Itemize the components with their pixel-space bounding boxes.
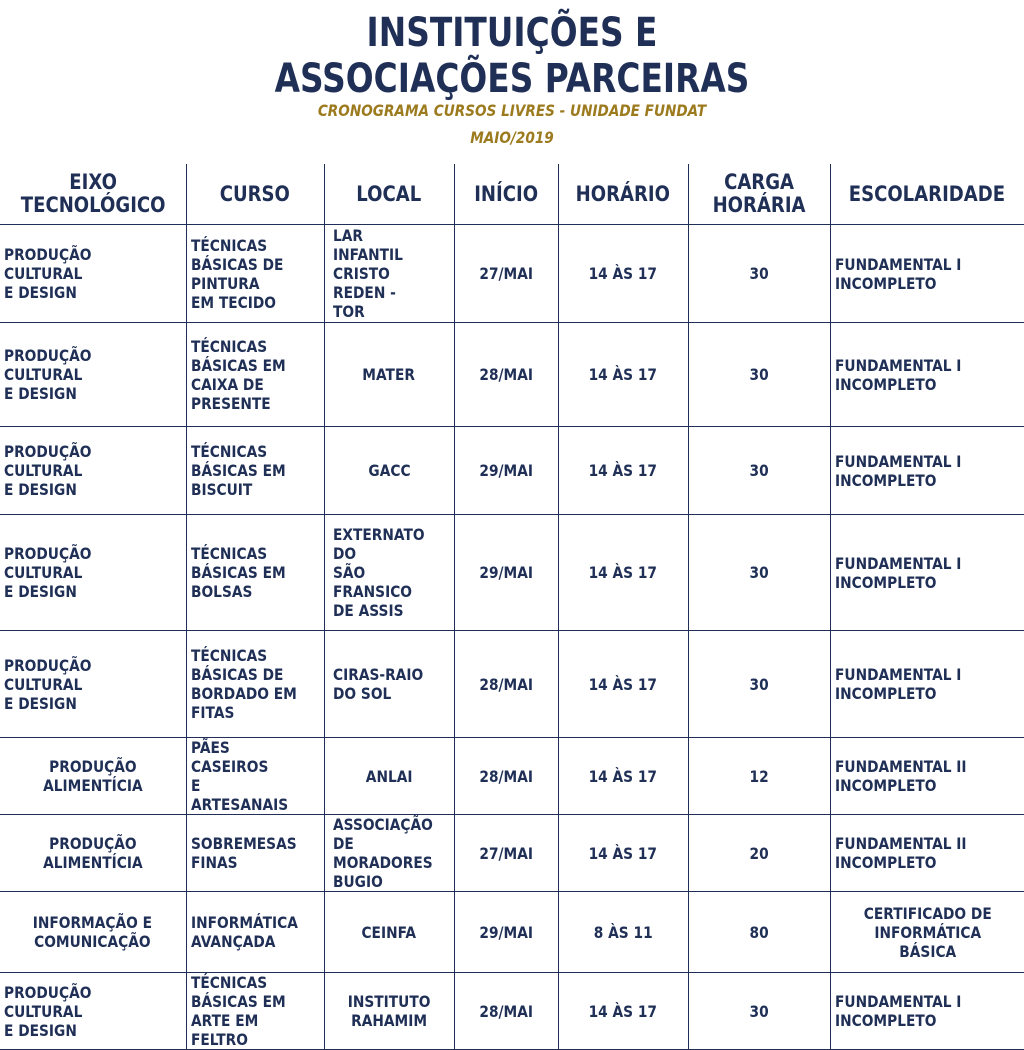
page-subtitle: CRONOGRAMA CURSOS LIVRES - UNIDADE FUNDAT xyxy=(317,101,707,120)
table-row xyxy=(0,631,1024,738)
cell-escolaridade: FUNDAMENTAL I INCOMPLETO xyxy=(830,323,1024,427)
cell-escolaridade: FUNDAMENTAL II INCOMPLETO xyxy=(830,815,1024,892)
page-title-line-1: INSTITUIÇÕES E xyxy=(366,10,658,56)
cell-inicio: 29/MAI xyxy=(454,515,558,631)
cell-horario: 14 ÀS 17 xyxy=(558,515,688,631)
cell-horario: 14 ÀS 17 xyxy=(558,225,688,323)
cell-inicio: 28/MAI xyxy=(454,323,558,427)
cell-eixo: PRODUÇÃO CULTURAL E DESIGN xyxy=(0,515,186,631)
schedule-date: MAIO/2019 xyxy=(470,128,554,147)
column-header-local: LOCAL xyxy=(324,164,454,225)
column-header-escolaridade: ESCOLARIDADE xyxy=(830,164,1024,225)
cell-escolaridade: FUNDAMENTAL I INCOMPLETO xyxy=(830,515,1024,631)
cell-carga: 30 xyxy=(688,225,830,323)
cell-local: GACC xyxy=(324,427,454,515)
cell-local: CIRAS-RAIO DO SOL xyxy=(324,631,454,738)
cell-local: LAR INFANTIL CRISTO REDEN - TOR xyxy=(324,225,454,323)
cell-escolaridade: FUNDAMENTAL I INCOMPLETO xyxy=(830,973,1024,1050)
cell-horario: 14 ÀS 17 xyxy=(558,738,688,815)
cell-curso: TÉCNICAS BÁSICAS EM ARTE EM FELTRO xyxy=(186,973,324,1050)
cell-escolaridade: FUNDAMENTAL I INCOMPLETO xyxy=(830,225,1024,323)
cell-inicio: 29/MAI xyxy=(454,892,558,973)
cell-inicio: 28/MAI xyxy=(454,631,558,738)
cell-eixo: PRODUÇÃO CULTURAL E DESIGN xyxy=(0,973,186,1050)
cell-carga: 30 xyxy=(688,631,830,738)
cell-inicio: 28/MAI xyxy=(454,973,558,1050)
cell-carga: 12 xyxy=(688,738,830,815)
cell-eixo: PRODUÇÃO CULTURAL E DESIGN xyxy=(0,631,186,738)
cell-escolaridade: FUNDAMENTAL II INCOMPLETO xyxy=(830,738,1024,815)
cell-horario: 14 ÀS 17 xyxy=(558,815,688,892)
cell-eixo: PRODUÇÃO CULTURAL E DESIGN xyxy=(0,323,186,427)
cell-eixo: PRODUÇÃO ALIMENTÍCIA xyxy=(0,815,186,892)
cell-local: ANLAI xyxy=(324,738,454,815)
table-row xyxy=(0,427,1024,515)
cell-local: MATER xyxy=(324,323,454,427)
cell-eixo: PRODUÇÃO CULTURAL E DESIGN xyxy=(0,225,186,323)
table-row xyxy=(0,892,1024,973)
cell-inicio: 27/MAI xyxy=(454,225,558,323)
cell-local: INSTITUTO RAHAMIM xyxy=(324,973,454,1050)
cell-carga: 20 xyxy=(688,815,830,892)
column-header-carga: CARGA HORÁRIA xyxy=(688,164,830,225)
cell-inicio: 29/MAI xyxy=(454,427,558,515)
cell-horario: 8 ÀS 11 xyxy=(558,892,688,973)
cell-carga: 30 xyxy=(688,515,830,631)
cell-curso: TÉCNICAS BÁSICAS DE PINTURA EM TECIDO xyxy=(186,225,324,323)
cell-carga: 30 xyxy=(688,973,830,1050)
cell-eixo: INFORMAÇÃO E COMUNICAÇÃO xyxy=(0,892,186,973)
cell-inicio: 28/MAI xyxy=(454,738,558,815)
table-header-row xyxy=(0,164,1024,225)
table-row xyxy=(0,815,1024,892)
table-row xyxy=(0,738,1024,815)
table-row xyxy=(0,323,1024,427)
cell-curso: TÉCNICAS BÁSICAS EM BISCUIT xyxy=(186,427,324,515)
cell-horario: 14 ÀS 17 xyxy=(558,323,688,427)
cell-carga: 80 xyxy=(688,892,830,973)
cell-horario: 14 ÀS 17 xyxy=(558,427,688,515)
cell-local: ASSOCIAÇÃO DE MORADORES BUGIO xyxy=(324,815,454,892)
column-header-inicio: INÍCIO xyxy=(454,164,558,225)
page-title-line-2: ASSOCIAÇÕES PARCEIRAS xyxy=(274,56,750,102)
cell-local: EXTERNATO DO SÃO FRANSICO DE ASSIS xyxy=(324,515,454,631)
cell-escolaridade: FUNDAMENTAL I INCOMPLETO xyxy=(830,631,1024,738)
cell-curso: TÉCNICAS BÁSICAS DE BORDADO EM FITAS xyxy=(186,631,324,738)
cell-horario: 14 ÀS 17 xyxy=(558,631,688,738)
cell-curso: INFORMÁTICA AVANÇADA xyxy=(186,892,324,973)
table-row xyxy=(0,973,1024,1050)
column-header-eixo: EIXO TECNOLÓGICO xyxy=(0,164,186,225)
course-schedule-table xyxy=(0,164,1024,1050)
cell-eixo: PRODUÇÃO ALIMENTÍCIA xyxy=(0,738,186,815)
cell-horario: 14 ÀS 17 xyxy=(558,973,688,1050)
cell-curso: TÉCNICAS BÁSICAS EM BOLSAS xyxy=(186,515,324,631)
cell-curso: PÃES CASEIROS E ARTESANAIS xyxy=(186,738,324,815)
cell-escolaridade: FUNDAMENTAL I INCOMPLETO xyxy=(830,427,1024,515)
cell-curso: SOBREMESAS FINAS xyxy=(186,815,324,892)
cell-local: CEINFA xyxy=(324,892,454,973)
cell-eixo: PRODUÇÃO CULTURAL E DESIGN xyxy=(0,427,186,515)
column-header-horario: HORÁRIO xyxy=(558,164,688,225)
cell-carga: 30 xyxy=(688,427,830,515)
cell-curso: TÉCNICAS BÁSICAS EM CAIXA DE PRESENTE xyxy=(186,323,324,427)
table-row xyxy=(0,515,1024,631)
cell-inicio: 27/MAI xyxy=(454,815,558,892)
column-header-curso: CURSO xyxy=(186,164,324,225)
table-row xyxy=(0,225,1024,323)
cell-carga: 30 xyxy=(688,323,830,427)
cell-escolaridade: CERTIFICADO DE INFORMÁTICA BÁSICA xyxy=(830,892,1024,973)
